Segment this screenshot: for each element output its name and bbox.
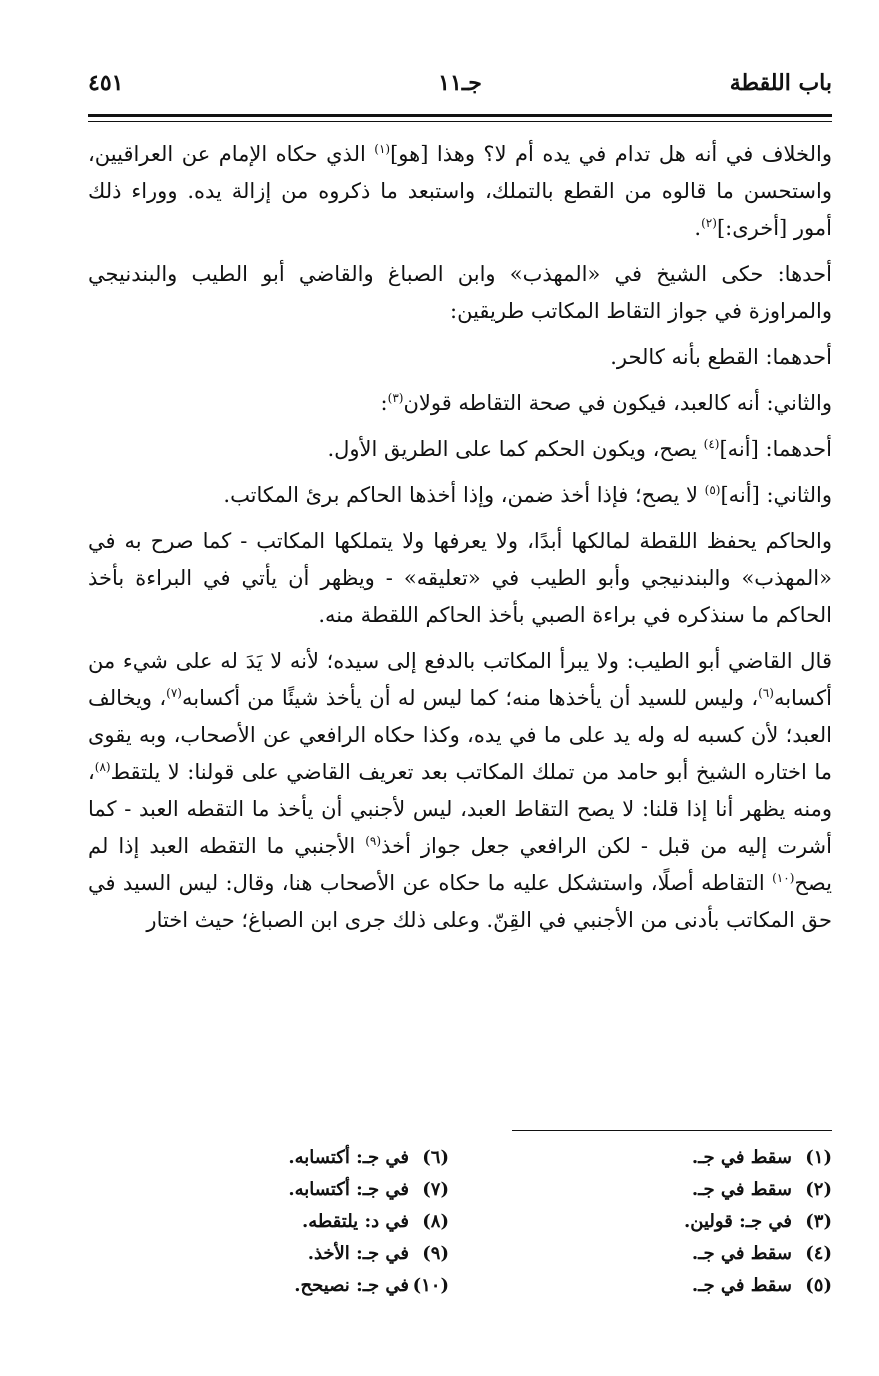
footnote-number: (٥)	[805, 1275, 832, 1296]
footnote-number: (٧)	[422, 1179, 449, 1200]
footnotes-column-right	[502, 1142, 832, 1302]
text-run: الذي حكاه الإمام عن العراقيين، واستحسن ما قالوه من القطع بالتملك، واستبعد ما ذكروه من إزالة يده. ووراء ذلك أمور [أخرى:]	[88, 142, 832, 240]
footnote-number: (٦)	[422, 1147, 449, 1168]
footnote-marker: (٩)	[365, 834, 382, 848]
paragraph	[88, 256, 832, 330]
text-run: ، وليس للسيد أن يأخذها منه؛ كما ليس له أن يأخذ شيئًا من أكسابه	[181, 686, 759, 710]
paragraph	[88, 339, 832, 376]
footnote-item	[502, 1206, 832, 1238]
footnote-marker: (٦)	[758, 686, 774, 700]
footnote-number: (٢)	[805, 1179, 832, 1200]
page-header	[88, 62, 832, 106]
footnote-text: سقط في جـ.	[691, 1179, 792, 1200]
header-rule-thick	[88, 114, 832, 117]
footnote-marker: (١)	[374, 142, 391, 156]
footnote-item	[502, 1174, 832, 1206]
footnote-text: في جـ: نصيحح.	[294, 1275, 409, 1296]
footnote-marker: (٨)	[94, 760, 111, 774]
footnote-marker: (٧)	[166, 686, 182, 700]
volume-label: جـ١١	[438, 70, 482, 96]
footnotes-column-left	[119, 1142, 449, 1302]
footnote-item	[119, 1270, 449, 1302]
footnote-item	[119, 1174, 449, 1206]
footnote-item	[502, 1142, 832, 1174]
text-run: الأجنبي ما التقطه العبد إذا لم يصح	[88, 834, 832, 895]
text-run: أحدها: حكى الشيخ في «المهذب» وابن الصباغ والقاضي أبو الطيب والبندنيجي والمراوزة في جواز التقاط المكاتب طريقين:	[88, 262, 832, 323]
footnote-number: (٤)	[805, 1243, 832, 1264]
text-run: والحاكم يحفظ اللقطة لمالكها أبدًا، ولا يعرفها ولا يتملكها المكاتب - كما صرح به في «المهذب» والبندنيجي وأبو الطيب في «تعليقه» - ويظهر أن يأتي في البراءة بأخذ الحاكم ما سنذكره في براءة الصبي بأخذ الحاكم اللقطة منه.	[88, 529, 832, 627]
text-run: :	[380, 391, 388, 415]
footnote-number: (١٠)	[412, 1275, 449, 1296]
paragraph	[88, 523, 832, 634]
paragraph	[88, 643, 832, 939]
text-run: لا يصح؛ فإذا أخذ ضمن، وإذا أخذها الحاكم برئ المكاتب.	[223, 483, 705, 507]
footnote-number: (١)	[805, 1147, 832, 1168]
chapter-title: باب اللقطة	[729, 70, 832, 96]
footnote-marker: (١٠)	[772, 871, 795, 885]
footnote-number: (٣)	[805, 1211, 832, 1232]
footnote-item	[119, 1206, 449, 1238]
footnote-number: (٩)	[422, 1243, 449, 1264]
footnote-marker: (٥)	[704, 483, 721, 497]
page-number: ٤٥١	[88, 70, 124, 96]
text-run: أحدهما: القطع بأنه كالحر.	[610, 345, 832, 369]
footnote-text: سقط في جـ.	[691, 1147, 792, 1168]
header-rule-thin	[88, 121, 832, 122]
footnote-text: في جـ: قولين.	[684, 1211, 792, 1232]
footnote-marker: (٤)	[703, 437, 720, 451]
footnote-number: (٨)	[422, 1211, 449, 1232]
paragraph	[88, 385, 832, 422]
footnote-item	[502, 1238, 832, 1270]
paragraph	[88, 136, 832, 247]
footnote-item	[119, 1238, 449, 1270]
footnote-text: سقط في جـ.	[691, 1275, 792, 1296]
text-run: والثاني: [أنه]	[720, 483, 832, 507]
footnote-item	[502, 1270, 832, 1302]
footnote-text: في جـ: أكتسابه.	[288, 1179, 409, 1200]
text-run: والثاني: أنه كالعبد، فيكون في صحة التقاطه قولان	[403, 391, 832, 415]
footnote-text: في د: يلتقطه.	[302, 1211, 409, 1232]
main-text	[88, 136, 832, 948]
footnote-marker: (٣)	[387, 391, 404, 405]
text-run: .	[694, 216, 702, 240]
footnote-marker: (٢)	[701, 216, 717, 230]
footnote-text: في جـ: أكتسابه.	[288, 1147, 409, 1168]
text-run: أحدهما: [أنه]	[719, 437, 832, 461]
text-run: ، ومنه يظهر أنا إذا قلنا: لا يصح التقاط العبد، ليس لأجنبي أن يأخذ ما التقطه العبد - كما أشرت إليه من قبل - لكن الرافعي جعل جواز أخذ	[88, 760, 832, 858]
paragraph	[88, 477, 832, 514]
text-run: والخلاف في أنه هل تدام في يده أم لا؟ وهذا [هو]	[390, 142, 832, 166]
paragraph	[88, 431, 832, 468]
text-run: التقاطه أصلًا، واستشكل عليه ما حكاه عن الأصحاب هنا، وقال: ليس السيد في حق المكاتب بأدنى من الأجنبي في القِنّ. وعلى ذلك جرى ابن الصباغ؛ حيث اختار	[88, 871, 832, 932]
text-run: يصح، ويكون الحكم كما على الطريق الأول.	[327, 437, 704, 461]
footnote-text: في جـ: الأخذ.	[307, 1243, 409, 1264]
footnote-rule	[512, 1130, 832, 1131]
text-run: قال القاضي أبو الطيب: ولا يبرأ المكاتب بالدفع إلى سيده؛ لأنه لا يَدَ له على شيء من أكسابه	[88, 649, 833, 710]
text-run: ، ويخالف العبد؛ لأن كسبه له وله يد على ما في يده، وكذا حكاه الرافعي عن الأصحاب، وبه يقوى ما اختاره الشيخ أبو حامد من تملك المكاتب بعد تعريف القاضي على قولنا: لا يلتقط	[88, 686, 832, 784]
footnote-item	[119, 1142, 449, 1174]
footnote-text: سقط في جـ.	[691, 1243, 792, 1264]
